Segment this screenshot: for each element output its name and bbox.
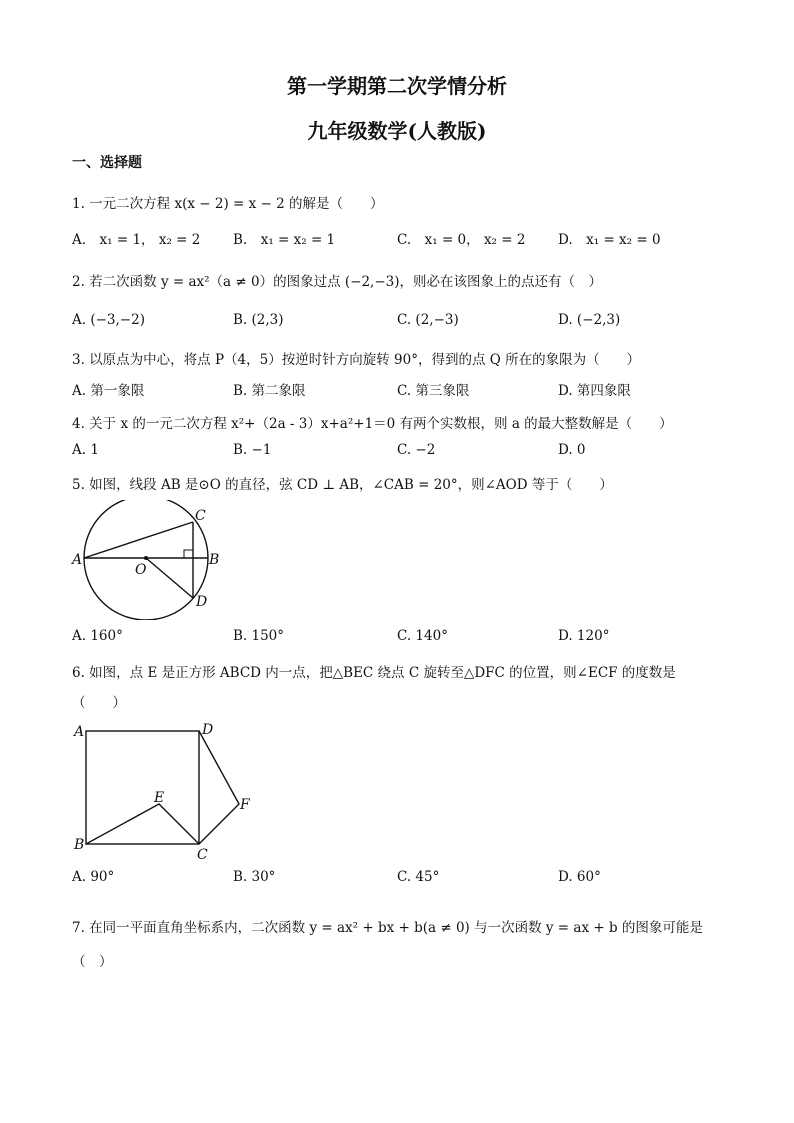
label-a: A: [72, 552, 83, 568]
chord-ac: [84, 522, 193, 558]
question-1-option-a: A. x₁ = 1， x₂ = 2: [72, 232, 201, 248]
label-f: F: [240, 797, 250, 813]
question-2-option-d: D. (−2,3): [558, 312, 621, 328]
center-point: [144, 556, 148, 560]
label-c: C: [195, 508, 206, 524]
page-title: 第一学期第二次学情分析: [287, 74, 507, 98]
label-e: E: [154, 790, 165, 806]
segment-od: [146, 558, 193, 598]
question-4-stem: 4. 关于 x 的一元二次方程 x²+（2a - 3）x+a²+1＝0 有两个实数根，则 a 的最大整数解是（ ）: [72, 416, 673, 432]
question-5-option-b: B. 150°: [233, 628, 285, 644]
question-1-option-d: D. x₁ = x₂ = 0: [558, 232, 661, 248]
question-4-option-a: A. 1: [72, 442, 99, 458]
question-2-option-b: B. (2,3): [233, 312, 284, 328]
question-2-option-a: A. (−3,−2): [72, 312, 145, 328]
question-5-option-c: C. 140°: [397, 628, 448, 644]
question-2-option-c: C. (2,−3): [397, 312, 459, 328]
question-6-option-a: A. 90°: [72, 869, 115, 885]
question-3-stem: 3. 以原点为中心，将点 P（4，5）按逆时针方向旋转 90°，得到的点 Q 所在的象限为（ ）: [72, 352, 641, 368]
question-7-stem: 7. 在同一平面直角坐标系内，二次函数 y = ax² + bx + b(a ≠ 0) 与一次函数 y = ax + b 的图象可能是: [72, 920, 703, 936]
label-d: D: [202, 722, 214, 738]
question-3-option-c: C. 第三象限: [397, 383, 470, 399]
question-4-option-b: B. −1: [233, 442, 272, 458]
question-5-option-d: D. 120°: [558, 628, 610, 644]
label-b: B: [209, 552, 220, 568]
question-6-stem-cont: （ ）: [72, 695, 126, 711]
label-c: C: [197, 847, 208, 863]
label-o: O: [135, 562, 147, 578]
question-3-option-a: A. 第一象限: [72, 383, 145, 399]
question-7-stem-cont: （ ）: [72, 954, 113, 970]
page-subtitle: 九年级数学(人教版): [307, 119, 487, 143]
square-figure: [66, 718, 256, 863]
label-a: A: [74, 724, 85, 740]
section-heading: 一、选择题: [72, 155, 142, 171]
question-6-option-d: D. 60°: [558, 869, 601, 885]
question-6-option-c: C. 45°: [397, 869, 440, 885]
right-angle-mark: [184, 550, 193, 558]
question-4-option-c: C. −2: [397, 442, 436, 458]
question-3-option-b: B. 第二象限: [233, 383, 306, 399]
question-3-option-d: D. 第四象限: [558, 383, 631, 399]
triangle-dfc: [199, 731, 239, 844]
question-1-stem: 1. 一元二次方程 x(x − 2) = x − 2 的解是（ ）: [72, 196, 384, 212]
question-5-option-a: A. 160°: [72, 628, 123, 644]
question-6-stem: 6. 如图，点 E 是正方形 ABCD 内一点，把△BEC 绕点 C 旋转至△DFC 的位置，则∠ECF 的度数是: [72, 665, 676, 681]
question-1-option-b: B. x₁ = x₂ = 1: [233, 232, 336, 248]
question-2-stem: 2. 若二次函数 y = ax²（a ≠ 0）的图象过点 (−2,−3)，则必在该图象上的点还有（ ）: [72, 274, 603, 290]
question-4-option-d: D. 0: [558, 442, 586, 458]
triangle-bec: [86, 804, 199, 844]
circle-figure: [66, 500, 236, 620]
question-1-option-c: C. x₁ = 0， x₂ = 2: [397, 232, 526, 248]
question-5-stem: 5. 如图，线段 AB 是⊙O 的直径，弦 CD ⊥ AB，∠CAB = 20°，则∠AOD 等于（ ）: [72, 477, 613, 493]
label-b: B: [74, 837, 85, 853]
question-6-option-b: B. 30°: [233, 869, 276, 885]
label-d: D: [196, 594, 208, 610]
